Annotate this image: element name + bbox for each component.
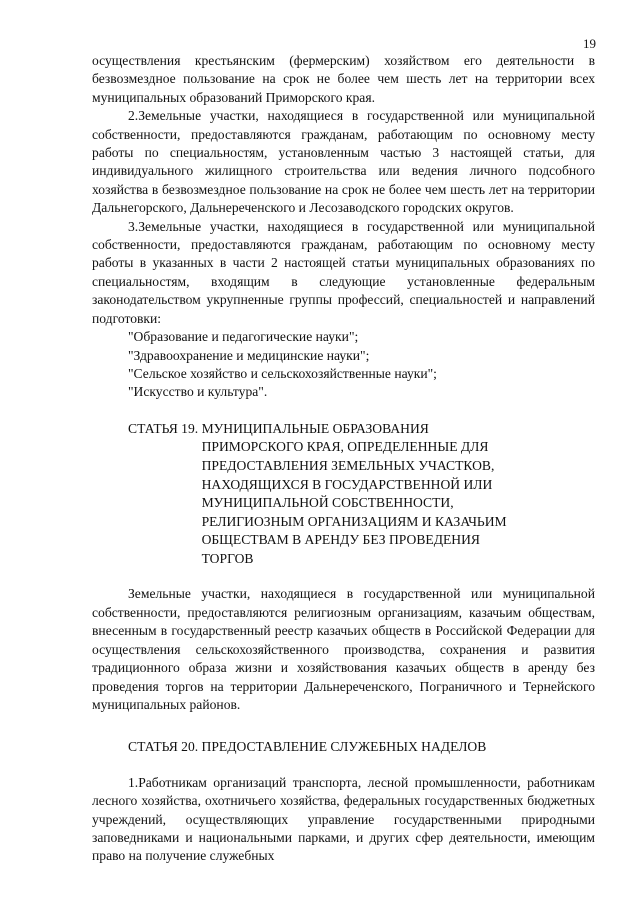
document-body — [92, 52, 595, 866]
list-item: "Образование и педагогические науки"; — [128, 329, 359, 345]
article-19-text: Земельные участки, находящиеся в государственной или муниципальной собственности, предоставляются религиозным организациям, казачьим обществам, внесенным в государственный реестр казачьих обществ в Российской Федерации для осуществления сельскохозяйственного производства, сохранения и развития традиционного образа жизни и хозяйствования казачьих обществ в аренду без проведения торгов на территории Дальнереченского, Пограничного и Тернейского муниципальных районов. — [92, 586, 595, 712]
paragraph-part-2: 2.Земельные участки, находящиеся в государственной или муниципальной собственности, предоставляются гражданам, работающим по основному месту работы по специальностям, установленным частью 3 настоящей статьи, для индивидуального жилищного строительства или ведения личного подсобного хозяйства в безвозмездное пользование на срок не более чем шесть лет на территории Дальнегорского, Дальнереченского и Лесозаводского городских округов. — [92, 108, 595, 216]
list-item: "Сельское хозяйство и сельскохозяйственные науки"; — [128, 365, 437, 381]
paragraph-part-3: 3.Земельные участки, находящиеся в государственной или муниципальной собственности, предоставляются гражданам, работающим по основному месту работы в указанных в части 2 настоящей статьи муниципальных образованиях по специальностям, входящим в следующие установленные федеральным законодательством укрупненные группы профессий, специальностей и направлений подготовки: — [92, 218, 595, 326]
paragraph-continuation: осуществления крестьянским (фермерским) хозяйством его деятельности в безвозмездное пользование на срок не более чем шесть лет на территории всех муниципальных образований Приморского края. — [92, 53, 595, 105]
list-item: "Здравоохранение и медицинские науки"; — [128, 347, 370, 363]
list-item: "Искусство и культура". — [128, 384, 268, 400]
article-19-label: СТАТЬЯ 19. — [128, 420, 202, 436]
page-number: 19 — [583, 36, 596, 51]
article-19-title: МУНИЦИПАЛЬНЫЕ ОБРАЗОВАНИЯ ПРИМОРСКОГО КРАЯ, ОПРЕДЕЛЕННЫЕ ДЛЯ ПРЕДОСТАВЛЕНИЯ ЗЕМЕЛЬНЫХ УЧАСТКОВ, НАХОДЯЩИХСЯ В ГОСУДАРСТВЕННОЙ ИЛИ МУНИЦИПАЛЬНОЙ СОБСТВЕННОСТИ, РЕЛИГИОЗНЫМ ОРГАНИЗАЦИЯМ И КАЗАЧЬИМ ОБЩЕСТВАМ В АРЕНДУ БЕЗ ПРОВЕДЕНИЯ ТОРГОВ — [201, 420, 507, 566]
article-20-heading: СТАТЬЯ 20. ПРЕДОСТАВЛЕНИЕ СЛУЖЕБНЫХ НАДЕЛОВ — [128, 739, 487, 755]
article-19 — [92, 420, 595, 715]
article-20-text: 1.Работникам организаций транспорта, лесной промышленности, работникам лесного хозяйства, охотничьего хозяйства, федеральных государственных бюджетных учреждений, осуществляющих управление государственными природными заповедниками и национальными парками, и других сфер деятельности, имеющим право на получение служебных — [92, 774, 595, 864]
article-19-heading — [92, 420, 595, 569]
